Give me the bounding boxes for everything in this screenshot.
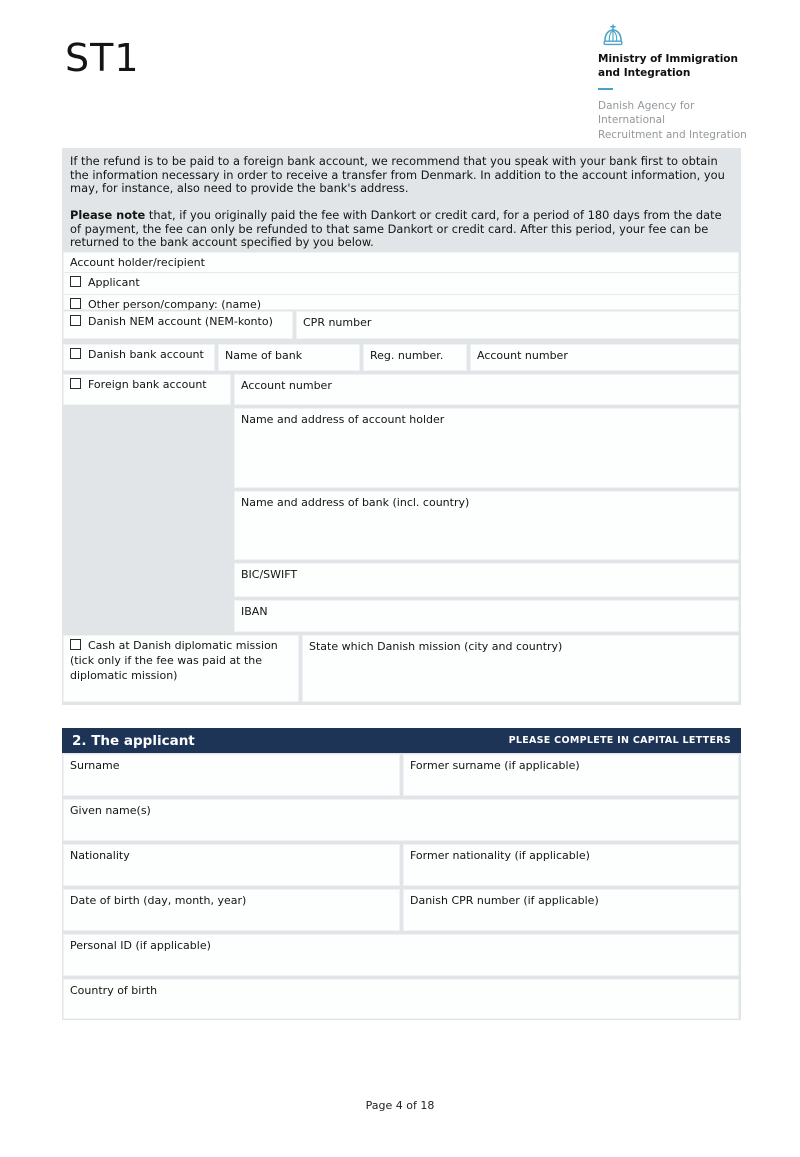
former-nationality-label: Former nationality (if applicable)	[410, 849, 590, 862]
country-of-birth-label: Country of birth	[70, 984, 158, 997]
bank-name-address-field[interactable]	[234, 491, 739, 560]
capital-letters-note: PLEASE COMPLETE IN CAPITAL LETTERS	[508, 735, 731, 746]
date-of-birth-field[interactable]	[63, 889, 400, 931]
account-holder-label: Account holder/recipient	[70, 256, 205, 269]
ministry-name-line2: and Integration	[598, 66, 691, 79]
section-2-title: 2. The applicant	[72, 732, 195, 749]
applicant-checkbox[interactable]	[70, 276, 81, 287]
intro-paragraph-2	[70, 209, 734, 250]
personal-id-label: Personal ID (if applicable)	[70, 939, 211, 952]
holder-name-address-field[interactable]	[234, 408, 739, 488]
agency-logo	[598, 24, 750, 142]
applicant-label: Applicant	[88, 276, 140, 290]
nationality-label: Nationality	[70, 849, 130, 862]
nem-account-label: Danish NEM account (NEM-konto)	[88, 315, 273, 328]
cpr-number-label: CPR number	[303, 316, 372, 329]
foreign-bank-cell	[63, 374, 231, 405]
foreign-account-number-field[interactable]	[234, 374, 739, 405]
cash-mission-label: Cash at Danish diplomatic mission (tick only if the fee was paid at the diplomatic mission)	[70, 639, 278, 682]
danish-cpr-label: Danish CPR number (if applicable)	[410, 894, 599, 907]
ministry-name	[598, 53, 750, 80]
mission-state-field[interactable]	[302, 635, 739, 702]
agency-name	[598, 99, 750, 142]
holder-name-address-label: Name and address of account holder	[241, 413, 445, 426]
section-2-header	[62, 728, 741, 753]
former-surname-field[interactable]	[403, 754, 739, 796]
please-note-text: that, if you originally paid the fee with Dankort or credit card, for a period of 180 days from the date of payment, the fee can only be refunded to that same Dankort or credit card. After this period, your fee can be returned to the bank account specified by you below.	[70, 208, 722, 250]
surname-field[interactable]	[63, 754, 400, 796]
refund-payment-panel	[62, 148, 741, 705]
foreign-bank-option	[64, 375, 230, 393]
former-surname-label: Former surname (if applicable)	[410, 759, 580, 772]
name-of-bank-field[interactable]	[218, 344, 360, 371]
account-holder-block	[63, 252, 739, 310]
danish-bank-option	[64, 345, 214, 363]
surname-label: Surname	[70, 759, 120, 772]
danish-account-number-label: Account number	[477, 349, 568, 362]
reg-number-label: Reg. number.	[370, 349, 444, 362]
nem-account-cell	[63, 311, 293, 339]
cash-mission-option	[64, 636, 298, 684]
former-nationality-field[interactable]	[403, 844, 739, 886]
other-person-label: Other person/company: (name)	[88, 298, 262, 312]
intro-text	[70, 155, 734, 250]
foreign-bank-label: Foreign bank account	[88, 378, 207, 391]
danish-account-number-field[interactable]	[470, 344, 739, 371]
crown-icon	[600, 24, 626, 48]
personal-id-field[interactable]	[63, 934, 739, 976]
applicant-option	[64, 272, 738, 291]
iban-field[interactable]	[234, 600, 739, 632]
page-indicator: Page 4 of 18	[365, 1099, 435, 1112]
please-note-label: Please note	[70, 208, 146, 223]
bic-swift-label: BIC/SWIFT	[241, 568, 298, 581]
applicant-panel	[62, 728, 741, 1020]
intro-paragraph-1: If the refund is to be paid to a foreign bank account, we recommend that you speak with your bank first to obtain the information necessary in order to receive a transfer from Denmark. In addition to the account information, you may, for instance, also need to provide the bank's address.	[70, 154, 725, 196]
cash-mission-cell	[63, 635, 299, 702]
given-names-field[interactable]	[63, 799, 739, 841]
mission-state-label: State which Danish mission (city and country)	[309, 640, 563, 653]
nem-account-checkbox[interactable]	[70, 315, 81, 326]
country-of-birth-field[interactable]	[63, 979, 739, 1019]
danish-bank-cell	[63, 344, 215, 371]
bic-swift-field[interactable]	[234, 563, 739, 597]
bank-name-address-label: Name and address of bank (incl. country)	[241, 496, 470, 509]
agency-name-line1: Danish Agency for International	[598, 100, 695, 127]
other-person-checkbox[interactable]	[70, 298, 81, 309]
foreign-bank-checkbox[interactable]	[70, 378, 81, 389]
logo-divider	[598, 88, 613, 90]
nem-account-option	[64, 312, 292, 330]
given-names-label: Given name(s)	[70, 804, 151, 817]
foreign-account-number-label: Account number	[241, 379, 332, 392]
cpr-number-field[interactable]	[296, 311, 739, 339]
iban-label: IBAN	[241, 605, 268, 618]
name-of-bank-label: Name of bank	[225, 349, 303, 362]
danish-bank-checkbox[interactable]	[70, 348, 81, 359]
agency-name-line2: Recruitment and Integration	[598, 128, 747, 141]
form-code: ST1	[65, 36, 140, 80]
ministry-name-line1: Ministry of Immigration	[598, 53, 738, 65]
reg-number-field[interactable]	[363, 344, 467, 371]
danish-bank-label: Danish bank account	[88, 348, 204, 361]
nationality-field[interactable]	[63, 844, 400, 886]
danish-cpr-field[interactable]	[403, 889, 739, 931]
date-of-birth-label: Date of birth (day, month, year)	[70, 894, 247, 907]
cash-mission-checkbox[interactable]	[70, 639, 81, 650]
